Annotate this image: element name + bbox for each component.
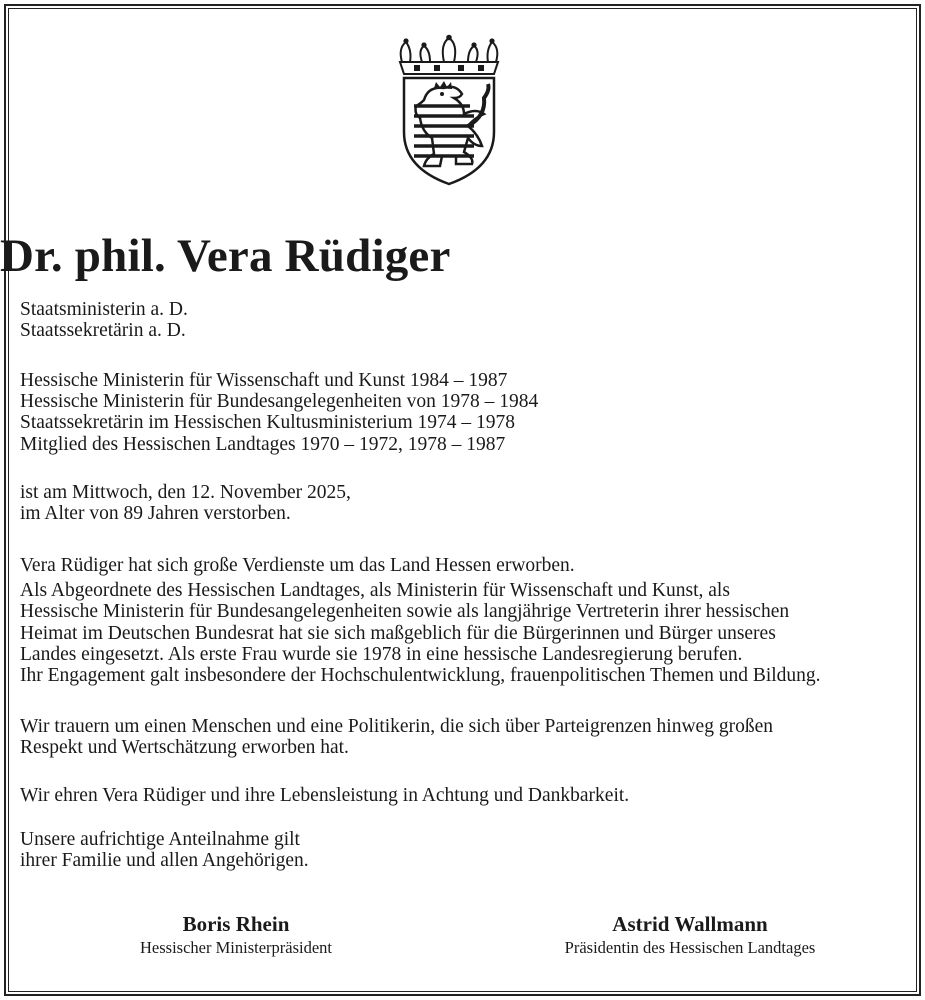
condolence-line: Unsere aufrichtige Anteilnahme gilt <box>20 829 300 850</box>
former-titles <box>20 299 905 341</box>
career-positions <box>20 370 905 455</box>
death-announcement <box>20 482 905 524</box>
merit-line: Ihr Engagement galt insbesondere der Hochschulentwicklung, frauenpolitischen Themen und Bildung. <box>20 665 821 687</box>
position-line: Hessische Ministerin für Wissenschaft und Kunst 1984 – 1987 <box>20 370 508 391</box>
honor-line: Wir ehren Vera Rüdiger und ihre Lebensleistung in Achtung und Dankbarkeit. <box>20 785 630 806</box>
merit-line: Als Abgeordnete des Hessischen Landtages, als Ministerin für Wissenschaft und Kunst, als <box>20 580 730 602</box>
death-line: im Alter von 89 Jahren verstorben. <box>20 503 291 525</box>
position-line: Mitglied des Hessischen Landtages 1970 – 1972, 1978 – 1987 <box>20 433 506 455</box>
mourning-paragraph <box>20 716 905 758</box>
death-line: ist am Mittwoch, den 12. November 2025, <box>20 482 351 503</box>
merit-line: Vera Rüdiger hat sich große Verdienste um das Land Hessen erworben. <box>20 555 575 576</box>
honor-paragraph <box>20 785 905 806</box>
position-line: Staatssekretärin im Hessischen Kultusministerium 1974 – 1978 <box>20 412 516 434</box>
role-line: Staatsministerin a. D. <box>20 299 188 320</box>
mourn-line: Respekt und Wertschätzung erworben hat. <box>20 737 349 759</box>
hessen-coat-of-arms-icon <box>390 34 508 188</box>
position-line: Hessische Ministerin für Bundesangelegenheiten von 1978 – 1984 <box>20 391 539 413</box>
role-line: Staatssekretärin a. D. <box>20 320 186 342</box>
signatory-name: Boris Rhein <box>182 912 290 936</box>
mourn-line: Wir trauern um einen Menschen und eine Politikerin, die sich über Parteigrenzen hinweg großen <box>20 716 773 737</box>
signatory-left <box>56 911 416 959</box>
merit-line: Hessische Ministerin für Bundesangelegenheiten sowie als langjährige Vertreterin ihrer hessischen <box>20 601 790 623</box>
condolence-paragraph <box>20 829 905 871</box>
condolence-line: ihrer Familie und allen Angehörigen. <box>20 850 309 872</box>
signatory-right <box>510 911 870 959</box>
merit-line: Landes eingesetzt. Als erste Frau wurde sie 1978 in eine hessische Landesregierung berufen. <box>20 643 743 665</box>
merit-paragraph <box>20 555 905 686</box>
signatory-role: Hessischer Ministerpräsident <box>140 938 332 957</box>
signatory-role: Präsidentin des Hessischen Landtages <box>564 938 816 957</box>
signatory-name: Astrid Wallmann <box>612 912 768 936</box>
merit-line: Heimat im Deutschen Bundesrat hat sie sich maßgeblich für die Bürgerinnen und Bürger unseres <box>20 622 776 644</box>
deceased-name-title: Dr. phil. Vera Rüdiger <box>0 230 451 282</box>
